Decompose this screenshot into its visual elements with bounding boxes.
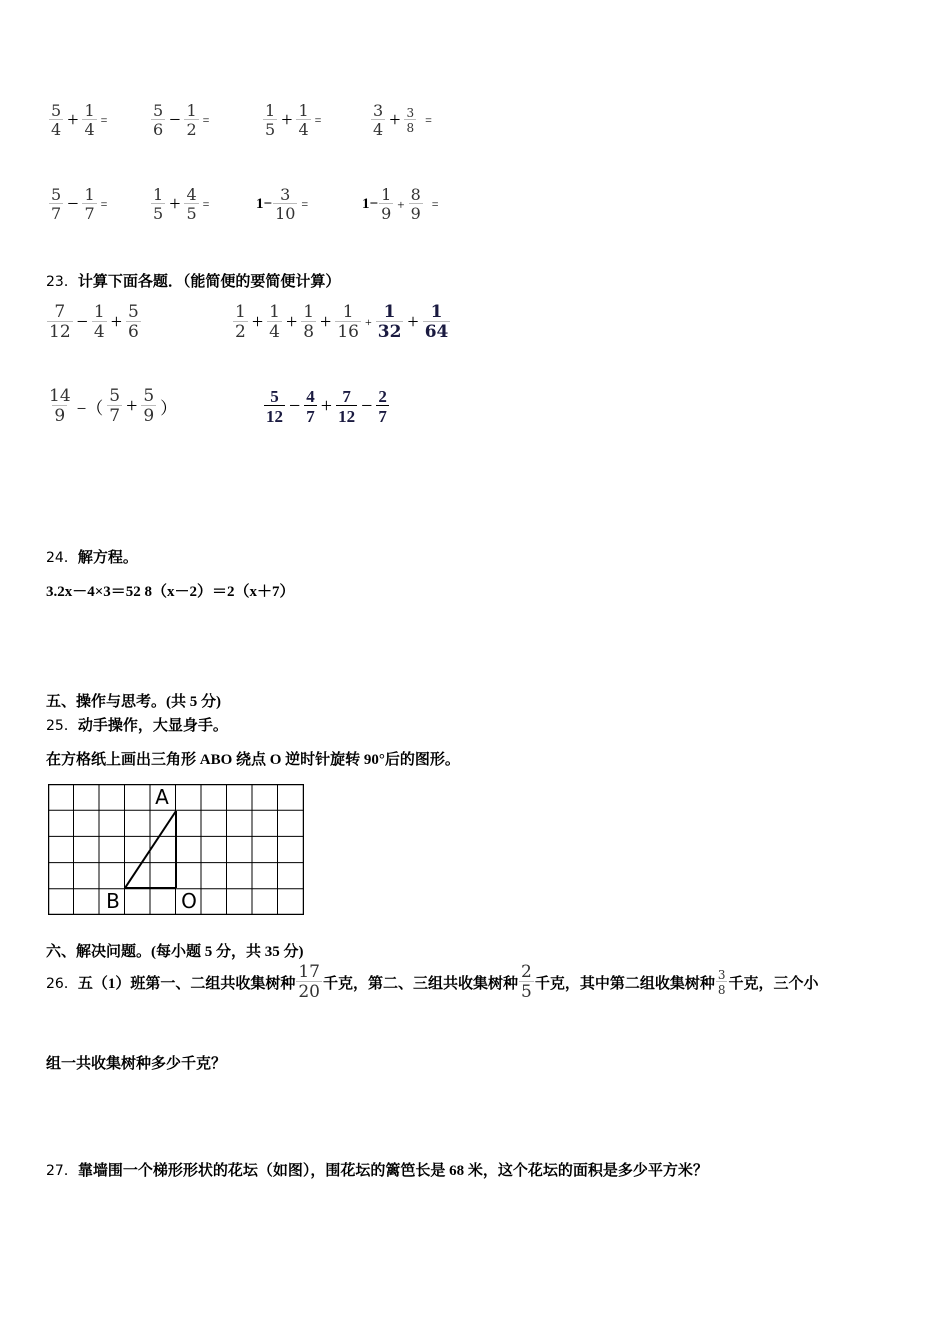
fraction: $\frac{1}{64}$ <box>424 302 449 342</box>
q25-heading <box>46 714 228 735</box>
q26-text: 千克，第二、三组共收集树种 <box>322 976 518 992</box>
calc-row-2 <box>256 187 308 222</box>
question-title: 解方程。 <box>77 550 138 566</box>
operator: + <box>169 193 181 215</box>
q23-heading <box>46 270 340 291</box>
section-5-title: 五、操作与思考。(共 5 分) <box>46 694 221 710</box>
fraction: $\frac{1}{2}$ <box>235 302 246 342</box>
fraction: $\frac{5}{6}$ <box>153 101 164 139</box>
q27-text: 靠墙围一个梯形形状的花坛（如图），围花坛的篱笆长是 68 米，这个花坛的面积是多少平方米？ <box>77 1163 708 1179</box>
fraction: $\frac{3}{4}$ <box>373 101 384 139</box>
question-number: 26． <box>46 975 78 992</box>
operator: − <box>67 193 79 215</box>
label-a: A <box>155 785 169 809</box>
operator: − <box>169 109 181 131</box>
fraction: $\frac{2}{7}$ <box>378 387 387 426</box>
fraction: $\frac{1}{4}$ <box>298 101 309 139</box>
fraction: $\frac{2}{5}$ <box>521 962 532 1002</box>
question-number: 24． <box>46 550 78 566</box>
q26-text: 五（1）班第一、二组共收集树种 <box>77 976 296 992</box>
label-b: B <box>106 889 120 913</box>
equals: = <box>100 113 108 127</box>
prefix: 1− <box>362 196 379 212</box>
fraction: $\frac{5}{7}$ <box>109 386 121 426</box>
fraction: $\frac{1}{32}$ <box>377 302 402 342</box>
calc-row-1 <box>48 103 107 138</box>
fraction: $\frac{4}{7}$ <box>306 387 315 426</box>
q26-line-2: 组一共收集树种多少千克？ <box>46 1056 227 1072</box>
question-title: 计算下面各题．（能简便的要简便计算） <box>77 274 341 290</box>
operator: + <box>397 196 405 212</box>
question-number: 25． <box>46 718 78 734</box>
fraction: $\frac{1}{7}$ <box>84 185 95 223</box>
operator: − <box>361 395 373 417</box>
operator: + <box>281 109 293 131</box>
q23-expr-1 <box>46 304 142 341</box>
fraction: $\frac{5}{6}$ <box>128 302 139 342</box>
operator: + <box>407 311 419 333</box>
operator: + <box>67 109 79 131</box>
operator: + <box>320 311 332 333</box>
equals: = <box>301 197 309 211</box>
equals: = <box>202 113 210 127</box>
q23-expr-4 <box>263 388 390 425</box>
fraction: $\frac{5}{9}$ <box>143 386 155 426</box>
fraction: $\frac{7}{12}$ <box>338 387 356 426</box>
fraction: $\frac{7}{12}$ <box>49 302 71 342</box>
operator: − <box>289 395 301 417</box>
operator: + <box>364 315 372 329</box>
fraction: $\frac{1}{16}$ <box>337 302 359 342</box>
q23-expr-2 <box>232 304 451 341</box>
equals: = <box>100 197 108 211</box>
calc-row-2 <box>362 187 439 222</box>
equations: 3.2x－4×3＝52 8（x－2）＝2（x＋7） <box>46 584 295 600</box>
operator: + <box>285 311 298 333</box>
fraction: $\frac{5}{12}$ <box>266 387 283 426</box>
section-6-title: 六、解决问题。(每小题 5 分，共 35 分) <box>46 944 304 960</box>
calc-row-1 <box>150 103 209 138</box>
q26-text: 千克，其中第二组收集树种 <box>534 976 715 992</box>
fraction: $\frac{5}{7}$ <box>51 185 62 223</box>
q23-expr-3 <box>46 388 180 425</box>
operator: + <box>389 109 401 131</box>
operator: ） <box>160 399 178 418</box>
fraction: $\frac{1}{2}$ <box>186 101 197 139</box>
fraction: $\frac{1}{4}$ <box>93 302 105 342</box>
operator: + <box>251 311 264 333</box>
equals: = <box>431 197 439 211</box>
operator: + <box>320 395 333 417</box>
fraction: $\frac{5}{4}$ <box>51 101 62 139</box>
grid-paper <box>48 784 304 915</box>
equals: = <box>202 197 210 211</box>
fraction: $\frac{1}{5}$ <box>265 101 276 139</box>
operator: + <box>126 395 138 417</box>
fraction: $\frac{14}{9}$ <box>49 386 71 426</box>
operator: −（ <box>76 399 104 418</box>
operator: − <box>76 311 88 333</box>
fraction: $\frac{3}{10}$ <box>275 185 296 223</box>
fraction: $\frac{1}{9}$ <box>381 185 392 223</box>
calc-row-1 <box>370 103 432 138</box>
fraction: $\frac{3}{8}$ <box>717 968 726 997</box>
q27 <box>46 1159 708 1180</box>
question-title: 动手操作，大显身手。 <box>77 718 228 734</box>
prefix: 1− <box>256 196 273 212</box>
fraction: $\frac{1}{4}$ <box>84 101 95 139</box>
fraction: $\frac{1}{8}$ <box>303 302 315 342</box>
calc-row-1 <box>262 103 321 138</box>
operator: + <box>110 311 123 333</box>
q24-heading <box>46 546 138 567</box>
fraction: $\frac{3}{8}$ <box>406 106 415 135</box>
fraction: $\frac{1}{5}$ <box>153 185 164 223</box>
question-number: 23． <box>46 274 78 290</box>
fraction: $\frac{17}{20}$ <box>298 962 320 1002</box>
fraction: $\frac{4}{5}$ <box>186 185 197 223</box>
fraction: $\frac{1}{4}$ <box>269 302 280 342</box>
equals: = <box>425 113 432 127</box>
q26-text: 千克，三个小 <box>728 976 819 992</box>
q26-line-1 <box>46 964 819 1001</box>
label-o: O <box>181 889 197 913</box>
instruction: 在方格纸上画出三角形 ABO 绕点 O 逆时针旋转 90°后的图形。 <box>46 752 460 768</box>
question-number: 27． <box>46 1163 78 1179</box>
equals: = <box>314 113 322 127</box>
calc-row-2 <box>150 187 209 222</box>
calc-row-2 <box>48 187 107 222</box>
fraction: $\frac{8}{9}$ <box>410 185 421 223</box>
